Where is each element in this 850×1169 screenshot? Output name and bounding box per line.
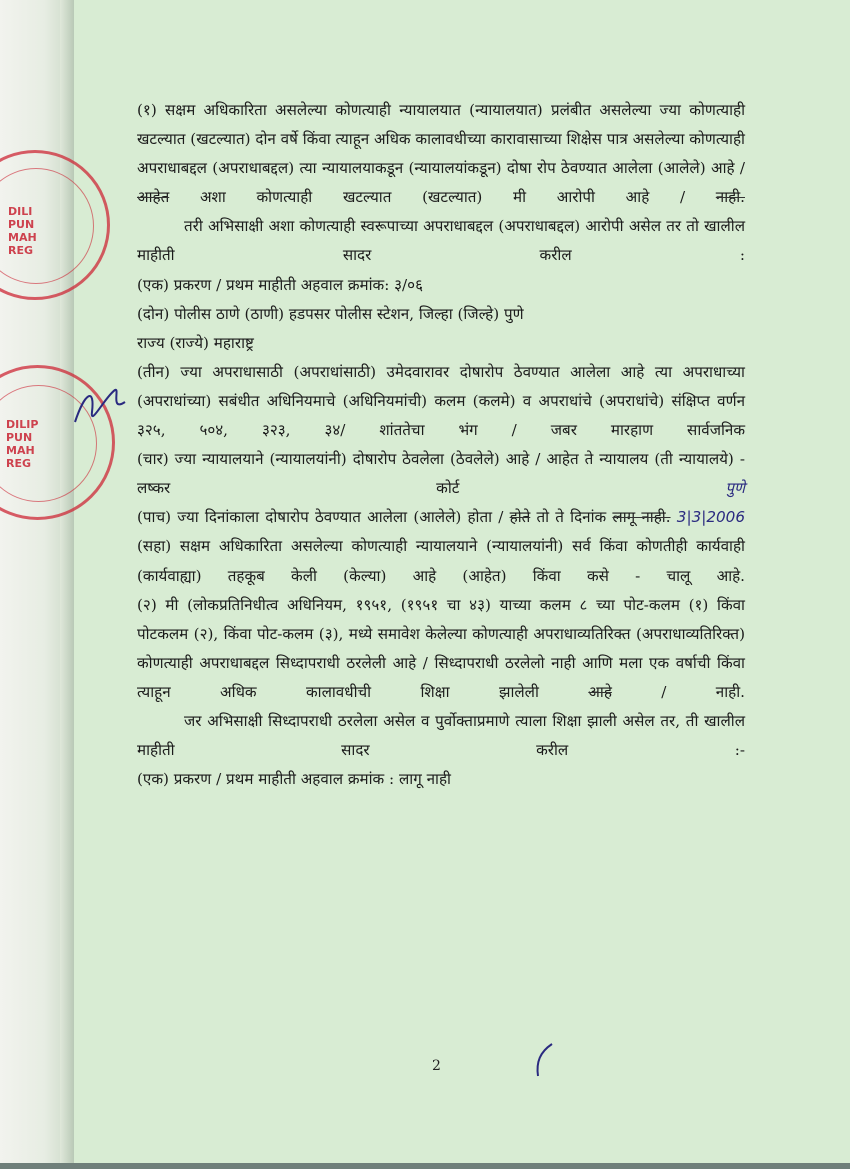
notary-seal-lower-lettering: DILIP PUN MAH REG [6,418,39,470]
signature-mark [70,382,130,432]
struck-word: नाही. [715,188,745,207]
item-police-station: (दोन) पोलीस ठाणे (ठाणी) हडपसर पोलीस स्टेशन, जिल्हा (जिल्हे) पुणे [137,304,524,323]
paragraph-2: तरी अभिसाक्षी अशा कोणत्याही स्वरूपाच्या अपराधाबद्दल (अपराधाबद्दल) आरोपी असेल तर तो खालील माहीती सादर करील : [137,217,745,265]
bottom-edge [0,1163,850,1169]
item-state: राज्य (राज्ये) महाराष्ट्र [137,333,254,352]
pen-stroke-mark [530,1040,560,1080]
item-charge-date-text: (पाच) ज्या दिनांकाला दोषारोप ठेवण्यात आलेला (आलेले) होता / [137,508,510,527]
item-charge-date-text-cont: तो ते दिनांक [530,508,613,527]
item-proceedings: (सहा) सक्षम अधिकारिता असलेल्या कोणत्याही न्यायालयाने (न्यायालयांनी) सर्व किंवा कोणतीही कार्यवाही (कार्यवाह्या) तहकूब केली (केल्या) आहे (आहेत) किंवा कसे - चालू आहे. [137,537,745,585]
item-fir-number: (एक) प्रकरण / प्रथम माहीती अहवाल क्रमांक: ३/०६ [137,275,423,294]
struck-phrase: लागू नाही. [612,508,671,527]
item-sections: (तीन) ज्या अपराधासाठी (अपराधांसाठी) उमेदवारावर दोषारोप ठेवण्यात आलेला आहे त्या अपराधाच्या (अपराधांच्या) सबंधीत अधिनियमाचे (अधिनियमांची) कलम (कलमे) व अपराधांचे (अपराधांचे) संक्षिप्त वर्णन ३२५, ५०४, ३२३, ३४/ शांततेचा भंग / जबर मारहाण सार्वजनिक [137,362,745,440]
item-court-text: (चार) ज्या न्यायालयाने (न्यायालयांनी) दोषारोप ठेवलेला (ठेवलेले) आहे / आहेत ते न्यायालय (ती न्यायालये) - लष्कर कोर्ट [137,450,745,498]
handwritten-date: 3|3|2006 [676,508,746,527]
paragraph-3-text-cont: / नाही. [611,682,745,701]
item-conviction-case: (एक) प्रकरण / प्रथम माहीती अहवाल क्रमांक : लागू नाही [137,770,451,789]
struck-word: आहे [588,682,612,701]
paragraph-4: जर अभिसाक्षी सिध्दापराधी ठरलेला असेल व पुर्वोक्ताप्रमाणे त्याला शिक्षा झाली असेल तर, ती खालील माहीती सादर करील :- [137,711,745,760]
struck-word: आहेत [137,188,170,207]
paragraph-1 [137,96,745,212]
handwritten-city: पुणे [725,479,745,498]
paragraph-3 [137,591,745,707]
item-court [137,445,745,503]
struck-word: होते [509,508,531,527]
paragraph-1-text-cont: अशा कोणत्याही खटल्यात (खटल्यात) मी आरोपी आहे / [169,188,716,207]
item-charge-date [137,503,745,532]
paragraph-1-text: (१) सक्षम अधिकारिता असलेल्या कोणत्याही न्यायालयात (न्यायालयात) प्रलंबीत असलेल्या ज्या कोणत्याही खटल्यात (खटल्यात) दोन वर्षे किंवा त्याहून अधिक कालावधीच्या कारावासाच्या शिक्षेस पात्र असलेल्या कोणत्याही अपराधाबद्दल (अपराधाबद्दल) त्या न्यायालयाकडून (न्यायालयांकडून) दोषा रोप ठेवण्यात आलेला (आलेले) आहे / [137,101,745,178]
paragraph-3-text: (२) मी (लोकप्रतिनिधीत्व अधिनियम, १९५१, (१९५१ चा ४३) याच्या कलम ८ च्या पोट-कलम (१) किंवा पोटकलम (२), किंवा पोट-कलम (३), मध्ये समावेश केलेल्या कोणत्याही अपराधाव्यतिरिक्त (अपराधाव्यतिरिक्त) कोणत्याही अपराधाबद्दल सिध्दापराधी ठरलेली आहे / सिध्दापराधी ठरलेलो नाही आणि मला एक वर्षाची किंवा त्याहून अधिक कालावधीची शिक्षा झालेली [137,595,745,701]
affidavit-text [137,96,745,794]
notary-seal-upper-lettering: DILI PUN MAH REG [8,205,37,257]
page-number: 2 [432,1058,441,1074]
